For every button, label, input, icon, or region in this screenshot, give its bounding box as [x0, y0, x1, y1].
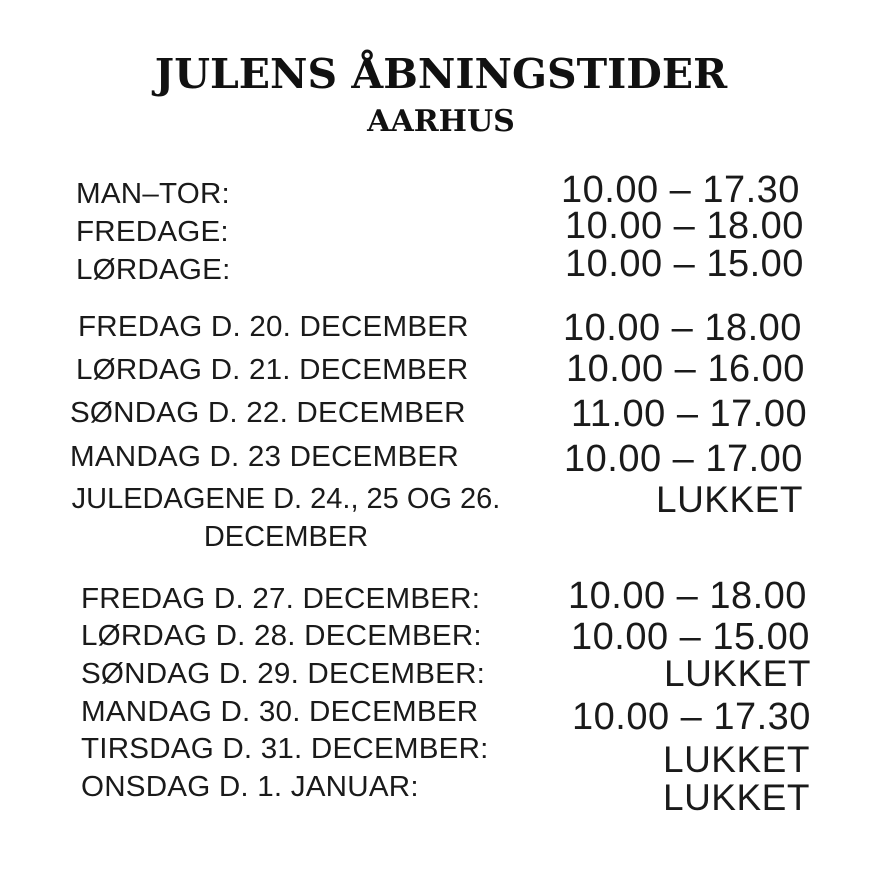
day-label-loerdage: LØRDAGE:: [76, 254, 231, 286]
day-label-dec-20: FREDAG D. 20. DECEMBER: [78, 311, 469, 343]
day-label-dec-31: TIRSDAG D. 31. DECEMBER:: [81, 733, 489, 765]
day-label-fredage: FREDAGE:: [76, 216, 229, 248]
day-label-dec-27: FREDAG D. 27. DECEMBER:: [81, 583, 481, 615]
hours-value-loerdage: 10.00 – 15.00: [565, 243, 804, 285]
hours-value-dec-20: 10.00 – 18.00: [563, 307, 802, 349]
hours-value-dec-21: 10.00 – 16.00: [566, 348, 805, 390]
day-label-dec-23: MANDAG D. 23 DECEMBER: [70, 441, 459, 473]
hours-value-dec-28: 10.00 – 15.00: [571, 616, 810, 658]
hours-value-jan-1: LUKKET: [663, 777, 810, 818]
page-title: JULENS ÅBNINGSTIDER: [154, 50, 728, 98]
day-label-dec-24-26: JULEDAGENE D. 24., 25 OG 26. DECEMBER: [71, 483, 501, 553]
day-label-man-tor: MAN–TOR:: [76, 178, 230, 210]
hours-value-dec-29: LUKKET: [664, 653, 811, 694]
day-label-dec-28: LØRDAG D. 28. DECEMBER:: [81, 620, 482, 652]
hours-value-dec-30: 10.00 – 17.30: [572, 696, 811, 738]
day-label-dec-30: MANDAG D. 30. DECEMBER: [81, 696, 479, 728]
hours-value-dec-23: 10.00 – 17.00: [564, 438, 803, 480]
hours-value-man-tor: 10.00 – 17.30: [561, 169, 800, 211]
day-label-dec-29: SØNDAG D. 29. DECEMBER:: [81, 658, 486, 690]
hours-value-dec-27: 10.00 – 18.00: [568, 575, 807, 617]
page-subtitle: AARHUS: [367, 104, 515, 139]
day-label-dec-22: SØNDAG D. 22. DECEMBER: [70, 397, 466, 429]
hours-value-dec-31: LUKKET: [663, 739, 810, 780]
hours-value-dec-24-26: LUKKET: [656, 479, 803, 520]
hours-value-dec-22: 11.00 – 17.00: [571, 393, 808, 435]
day-label-jan-1: ONSDAG D. 1. JANUAR:: [81, 771, 419, 803]
day-label-dec-21: LØRDAG D. 21. DECEMBER: [76, 354, 469, 386]
hours-value-fredage: 10.00 – 18.00: [565, 205, 804, 247]
